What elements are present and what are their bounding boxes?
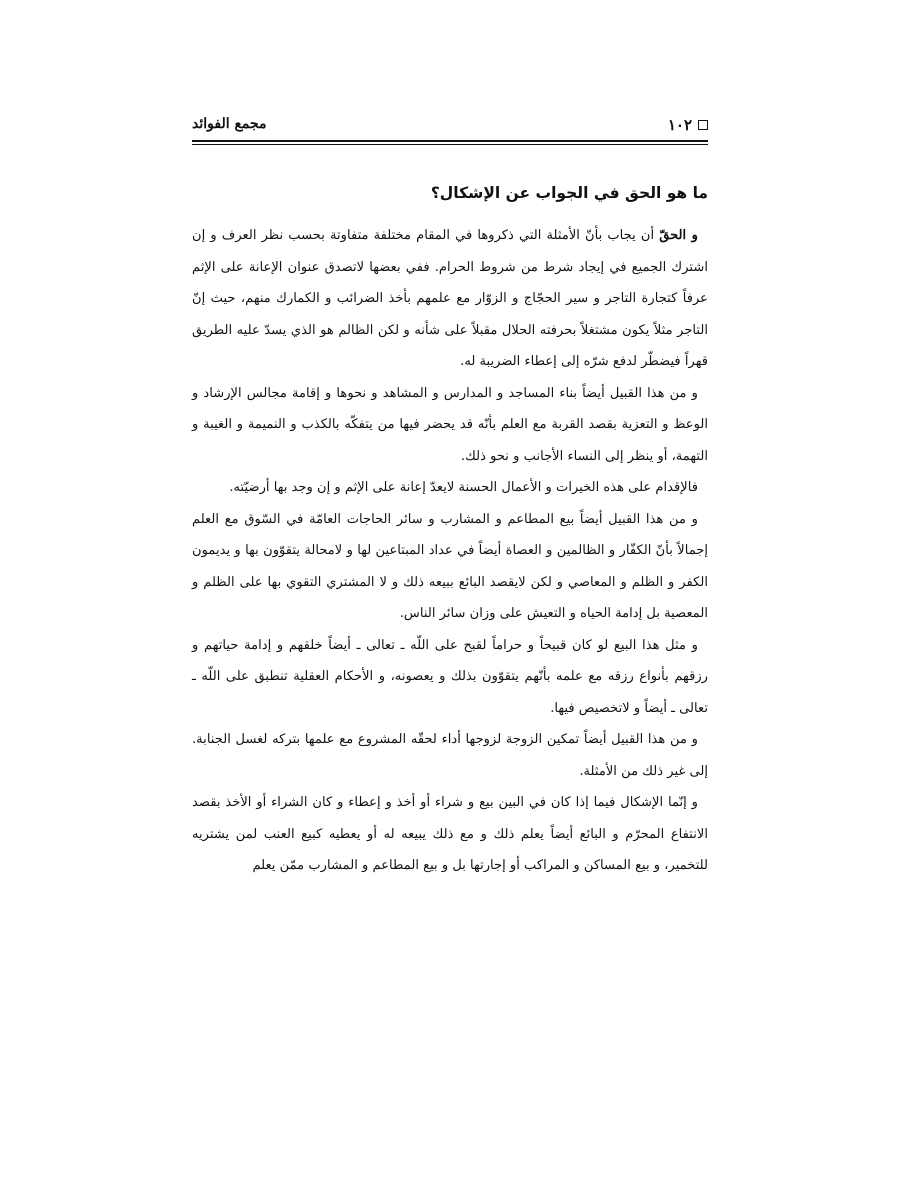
header-rule-thick <box>192 140 708 142</box>
page-number-block <box>668 116 708 134</box>
header-rule-thin <box>192 144 708 145</box>
page-body <box>192 178 708 882</box>
paragraph: و من هذا القبيل أيضاً تمكين الزوجة لزوجها أداء لحقّه المشروع مع علمها بتركه لغسل الجنابة. إلى غير ذلك من الأمثلة. <box>192 732 708 779</box>
page-number: ١٠٢ <box>667 116 692 134</box>
paragraph-text: أن يجاب بأنّ الأمثلة التي ذكروها في المقام مختلفة متفاوتة بحسب نظر العرف و إن اشترك الجميع في إيجاد شرط من شروط الحرام. ففي بعضها لاتصدق عنوان الإعانة على الإثم عرفاً كتجارة التاجر و سير الحجّاج و الزوّار مع علمهم بأخذ الضرائب و الكمارك منهم، حيث إنّ التاجر مثلاً يكون مشتغلاً بحرفته الحلال مقبلاً على شأنه و لكن الظالم هو الذي يسدّ عليه الطريق قهراً فيضطّر لدفع شرّه إلى إعطاء الضريبة له. <box>192 228 708 369</box>
paragraph <box>192 220 708 378</box>
paragraph: و إنّما الإشكال فيما إذا كان في البين بيع و شراء أو أخذ و إعطاء و كان الشراء أو الأخذ بقصد الانتفاع المحرّم و البائع أيضاً يعلم ذلك و مع ذلك يبيعه له أو يعطيه كبيع العنب لمن يشتريه للتخمير، و بيع المساكن و المراكب أو إجارتها بل و بيع المطاعم و المشارب ممّن يعلم <box>192 795 708 873</box>
lead-word: و الحقّ <box>659 228 698 243</box>
running-title: مجمع الفوائد <box>192 116 267 132</box>
page-header <box>192 112 708 142</box>
paragraph: و من هذا القبيل أيضاً بيع المطاعم و المشارب و سائر الحاجات العامّة في السّوق مع العلم إجمالاً بأنّ الكفّار و الظالمين و العصاة أيضاً في عداد المبتاعين لها و لامحالة يتقوّون بها و يديمون الكفر و الظلم و المعاصي و لكن لايقصد البائع ببيعه ذلك و لا المشتري التقوي بها على الظلم و المعصية بل إدامة الحياه و التعيش على وزان سائر الناس. <box>192 511 708 621</box>
section-heading: ما هو الحق في الجواب عن الإشكال؟ <box>430 184 708 202</box>
paragraph: و من هذا القبيل أيضاً بناء المساجد و المدارس و المشاهد و نحوها و إقامة مجالس الإرشاد و الوعظ و التعزية بقصد القربة مع العلم بأنّه قد يحضر فيها من يتفكّه بالكذب و النميمة و الغيبة و التهمة، أو ينظر إلى النساء الأجانب و نحو ذلك. <box>192 385 708 464</box>
square-icon <box>698 120 708 130</box>
paragraph: و مثل هذا البيع لو كان قبيحاً و حراماً لقبح على اللّه ـ تعالى ـ أيضاً خلقهم و إدامة حياتهم و رزقهم بأنواع رزقه مع علمه بأنّهم يتقوّون بذلك و يعصونه، و الأحكام العقلية تنطبق على اللّه ـ تعالى ـ أيضاً و لاتخصيص فيها. <box>192 637 708 716</box>
paragraph: فالإقدام على هذه الخيرات و الأعمال الحسنة لايعدّ إعانة على الإثم و إن وجد بها أرضيّته. <box>229 480 698 495</box>
